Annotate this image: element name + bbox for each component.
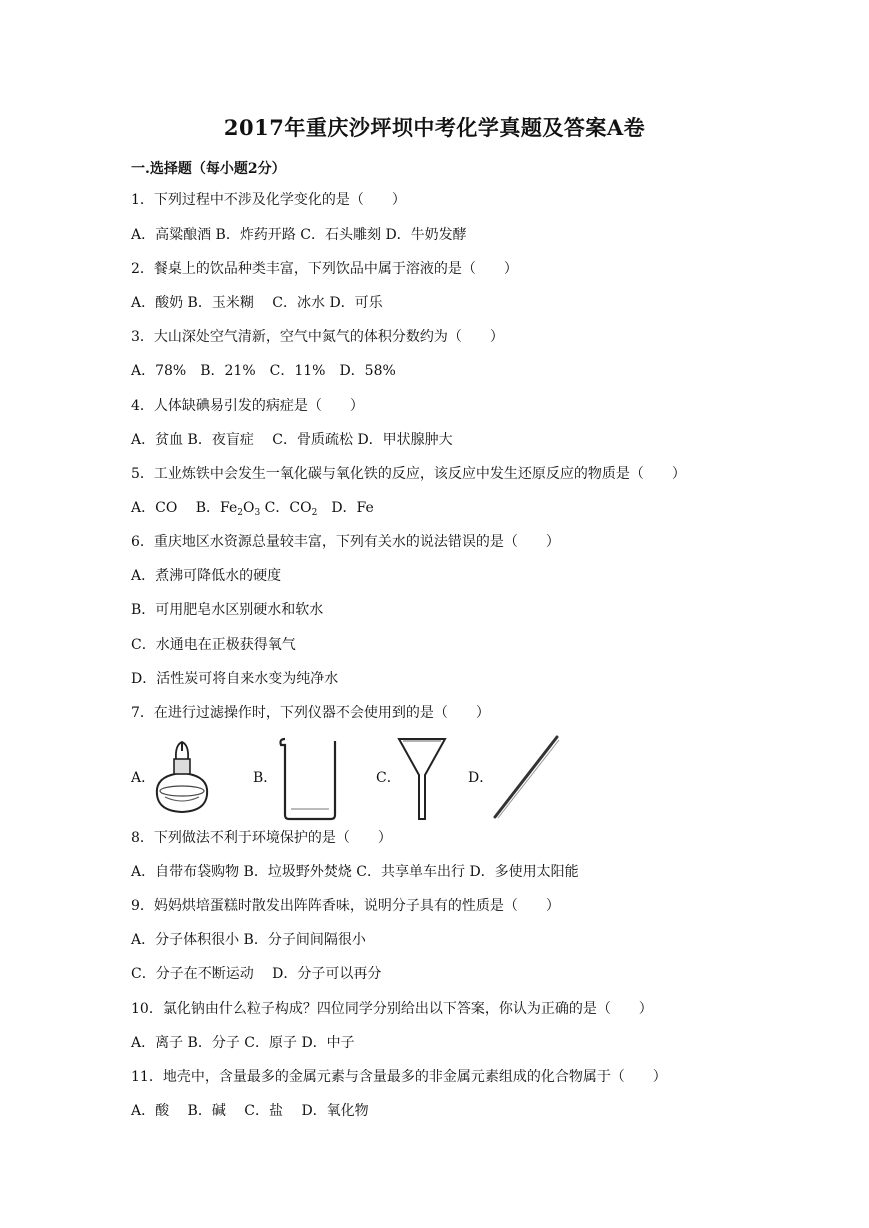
question-7-stem: 7．在进行过滤操作时，下列仪器不会使用到的是（ ） xyxy=(131,705,490,721)
question-9-option-cd: C．分子在不断运动 D．分子可以再分 xyxy=(131,966,382,982)
question-6-option-a: A．煮沸可降低水的硬度 xyxy=(131,568,282,584)
question-4-options: A．贫血 B．夜盲症 C．骨质疏松 D．甲状腺肿大 xyxy=(131,432,453,448)
question-1-options: A．高粱酿酒 B．炸药开路 C．石头雕刻 D．牛奶发酵 xyxy=(131,227,467,243)
funnel-icon xyxy=(397,735,447,821)
alcohol-lamp-icon xyxy=(151,737,213,815)
section-heading: 一.选择题（每小题2分） xyxy=(131,161,286,177)
question-2-stem: 2．餐桌上的饮品种类丰富，下列饮品中属于溶液的是（ ） xyxy=(131,261,518,277)
option-d-label: D． xyxy=(468,770,494,786)
question-6-option-d: D．活性炭可将自来水变为纯净水 xyxy=(131,671,339,687)
question-5-options: A．CO B．$Fe_2O_3$ C．$CO_2$ D．Fe xyxy=(131,500,374,518)
question-10-options: A．离子 B．分子 C．原子 D．中子 xyxy=(131,1035,355,1051)
question-8-options: A．自带布袋购物 B．垃圾野外焚烧 C．共享单车出行 D．多使用太阳能 xyxy=(131,864,579,880)
question-8-stem: 8．下列做法不利于环境保护的是（ ） xyxy=(131,830,392,846)
question-6-stem: 6．重庆地区水资源总量较丰富，下列有关水的说法错误的是（ ） xyxy=(131,534,560,550)
question-7-options xyxy=(131,733,591,823)
question-1-stem: 1．下列过程中不涉及化学变化的是（ ） xyxy=(131,192,406,208)
question-9-option-ab: A．分子体积很小 B．分子间间隔很小 xyxy=(131,932,366,948)
option-c-label: C． xyxy=(376,770,401,786)
page-title: 2017年重庆沙坪坝中考化学真题及答案A卷 xyxy=(223,115,646,140)
option-a-label: A． xyxy=(131,770,156,786)
question-4-stem: 4．人体缺碘易引发的病症是（ ） xyxy=(131,398,364,414)
question-11-stem: 11．地壳中，含量最多的金属元素与含量最多的非金属元素组成的化合物属于（ ） xyxy=(131,1069,667,1085)
option-b-label: B． xyxy=(253,770,278,786)
question-6-option-c: C．水通电在正极获得氧气 xyxy=(131,637,296,653)
question-3-options: A．78% B．21% C．11% D．58% xyxy=(131,363,396,379)
question-10-stem: 10．氯化钠由什么粒子构成？四位同学分别给出以下答案，你认为正确的是（ ） xyxy=(131,1001,653,1017)
question-6-option-b: B．可用肥皂水区别硬水和软水 xyxy=(131,602,324,618)
question-2-options: A．酸奶 B．玉米糊 C．冰水 D．可乐 xyxy=(131,295,383,311)
glass-rod-icon xyxy=(491,733,563,821)
beaker-icon xyxy=(277,735,341,821)
question-3-stem: 3．大山深处空气清新，空气中氮气的体积分数约为（ ） xyxy=(131,329,504,345)
question-11-options: A．酸 B．碱 C．盐 D．氧化物 xyxy=(131,1103,369,1119)
question-9-stem: 9．妈妈烘培蛋糕时散发出阵阵香味，说明分子具有的性质是（ ） xyxy=(131,898,560,914)
question-5-stem: 5．工业炼铁中会发生一氧化碳与氧化铁的反应，该反应中发生还原反应的物质是（ ） xyxy=(131,466,686,482)
